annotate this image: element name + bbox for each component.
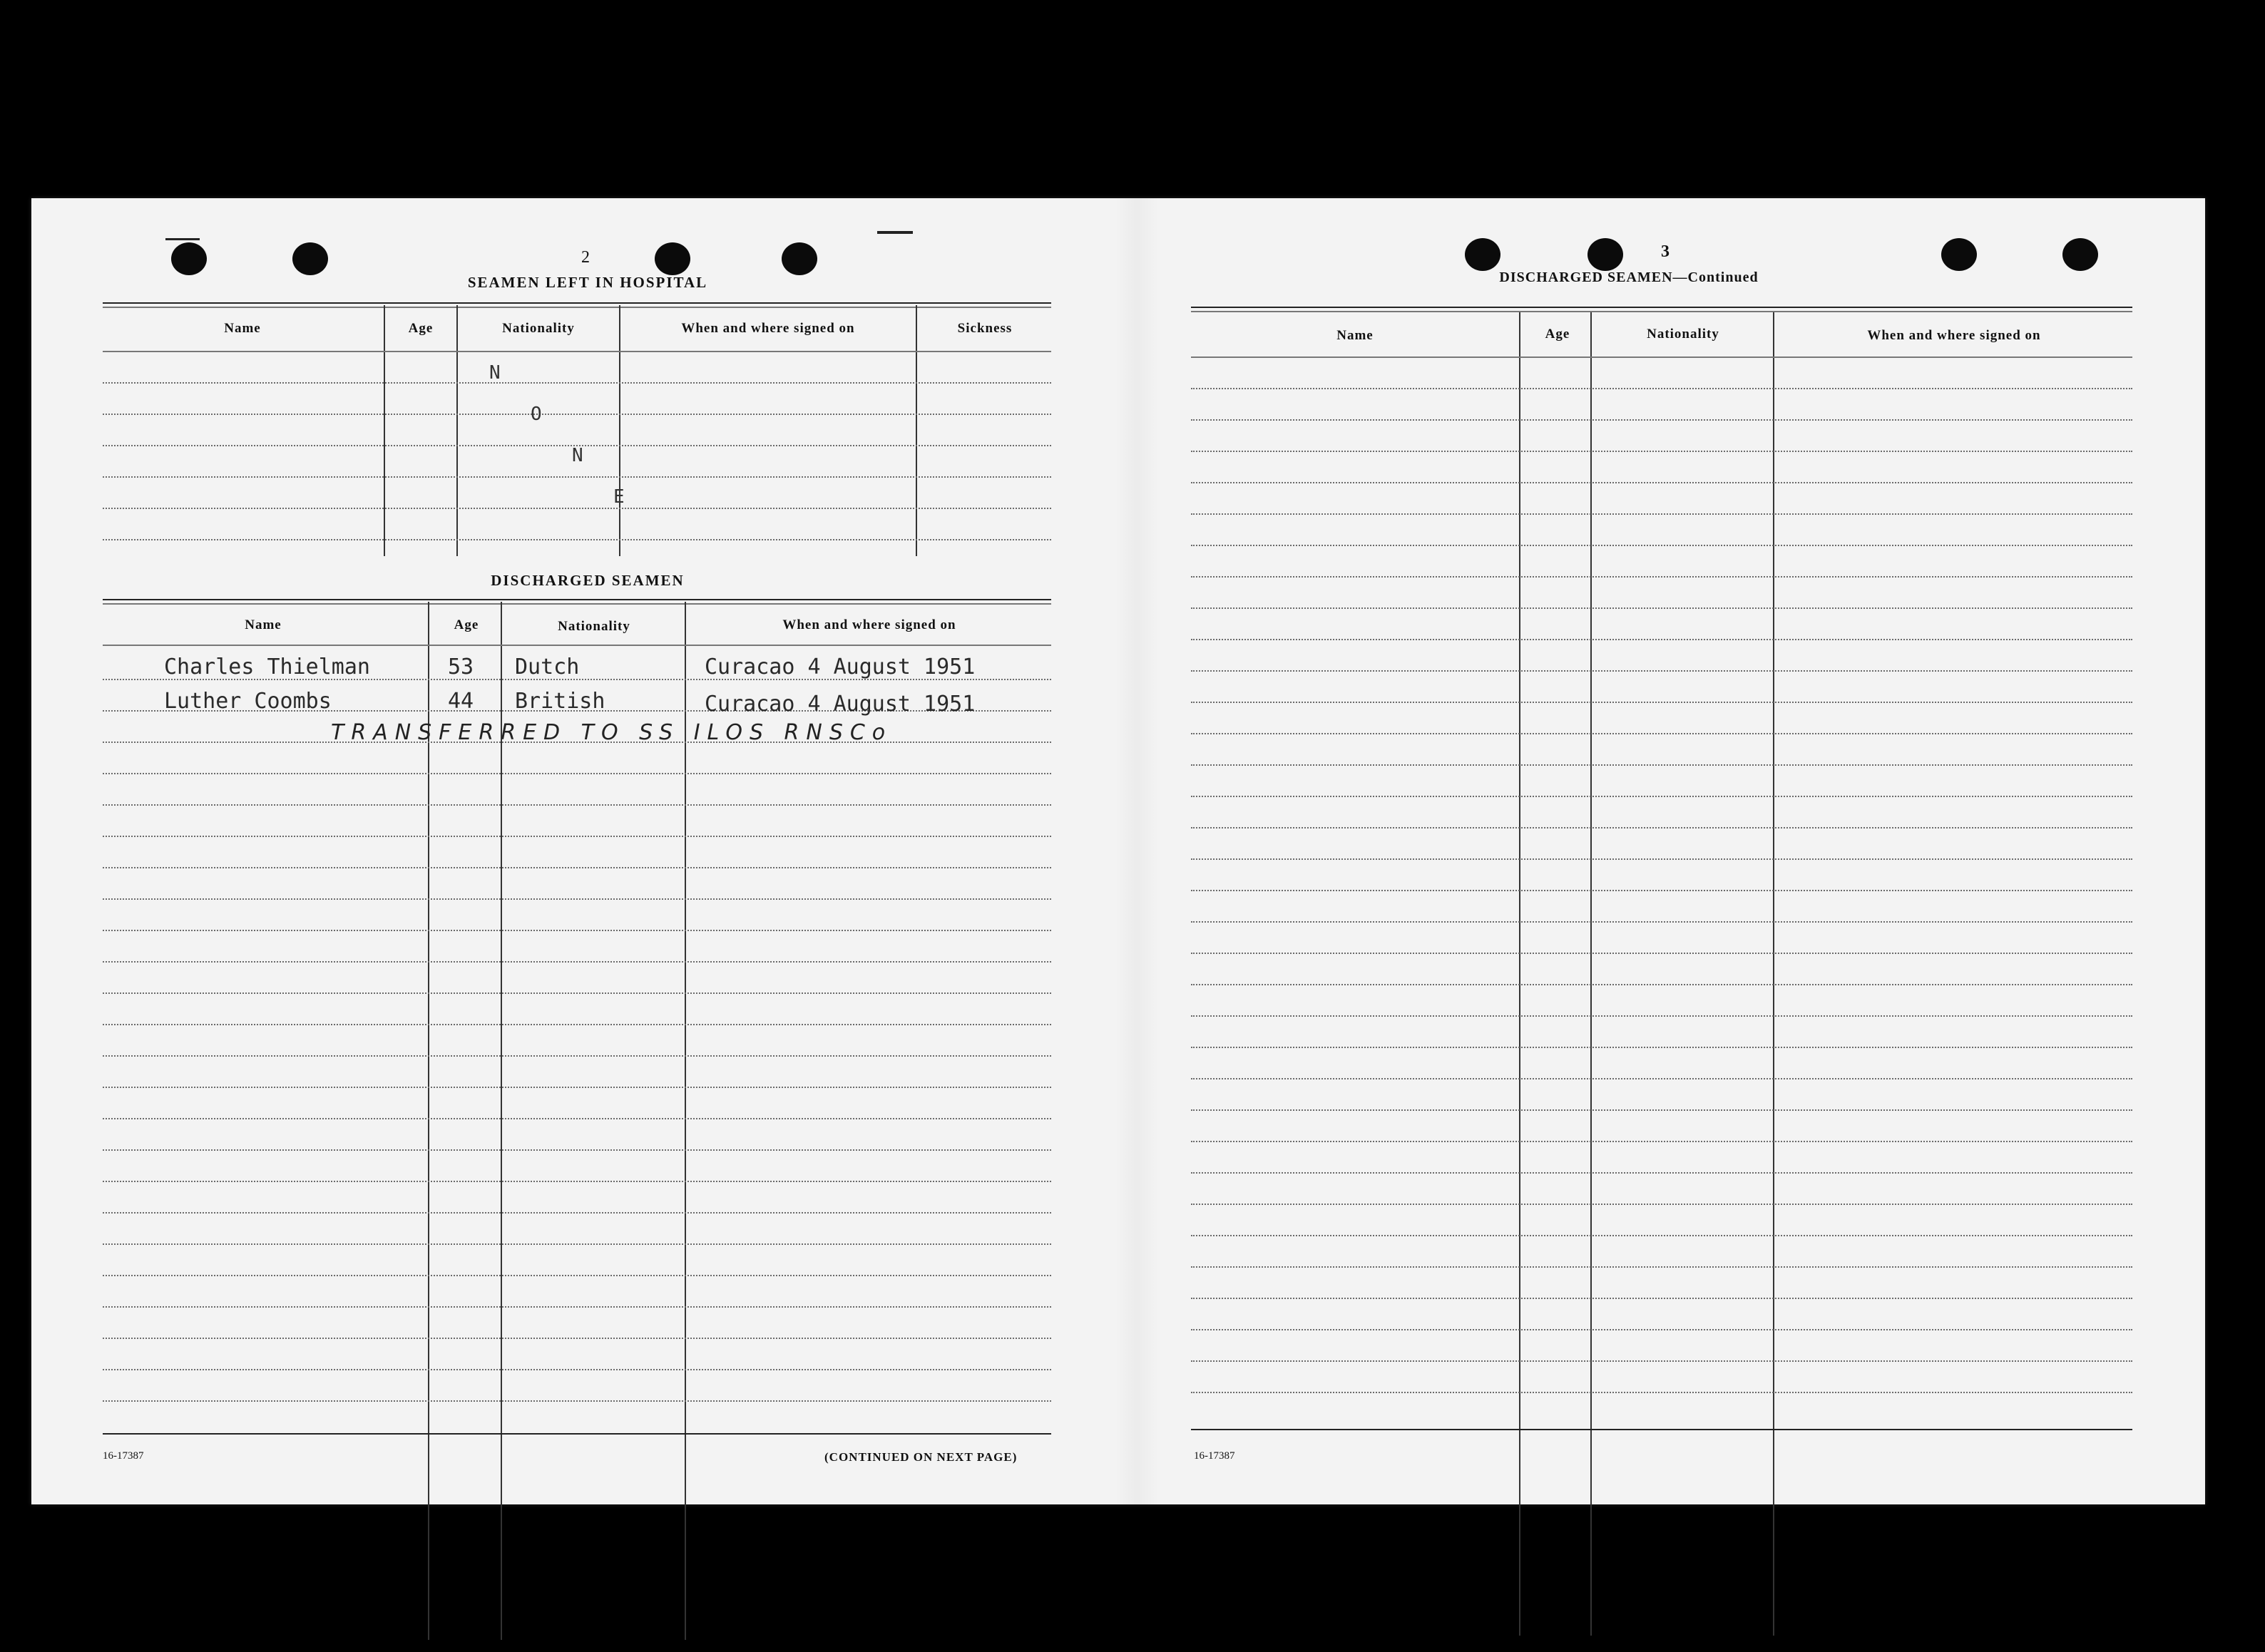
row-rule [103, 1181, 1051, 1182]
table-rule [103, 603, 1051, 605]
row-rule [1191, 1298, 2132, 1299]
table-rule [103, 302, 1051, 304]
transfer-annotation: TRANSFERRED TO SS ILOS RNSCo [331, 720, 893, 745]
seaman-nationality: British [515, 689, 605, 714]
column-divider [384, 305, 385, 556]
row-rule [1191, 1204, 2132, 1205]
row-rule [103, 1243, 1051, 1245]
row-rule [103, 961, 1051, 963]
column-divider [1519, 312, 1520, 1636]
table-bottom-rule [103, 1433, 1051, 1435]
none-letter: O [531, 404, 542, 425]
row-rule [1191, 1172, 2132, 1174]
row-rule [103, 992, 1051, 994]
row-rule [103, 1055, 1051, 1057]
row-rule [1191, 639, 2132, 640]
none-letter: N [572, 445, 583, 466]
row-rule [1191, 796, 2132, 797]
continued-note: (CONTINUED ON NEXT PAGE) [824, 1450, 1018, 1464]
row-rule [1191, 451, 2132, 452]
column-divider [619, 305, 620, 556]
row-rule [103, 773, 1051, 774]
row-rule [1191, 607, 2132, 609]
row-rule [103, 476, 1051, 478]
row-rule [1191, 576, 2132, 578]
form-number: 16-17387 [103, 1450, 144, 1462]
punch-hole [1587, 238, 1623, 271]
row-rule [1191, 1266, 2132, 1268]
column-header-age: Age [454, 617, 479, 632]
row-rule [1191, 1329, 2132, 1330]
table-rule [103, 599, 1051, 600]
hospital-section-title: SEAMEN LEFT IN HOSPITAL [467, 274, 708, 291]
row-rule [103, 930, 1051, 931]
punch-hole [1465, 238, 1500, 271]
ink-mark [877, 231, 913, 234]
column-header-age: Age [1545, 327, 1570, 342]
none-letter: E [613, 486, 625, 508]
column-header-name: Name [245, 617, 282, 632]
row-rule [103, 1306, 1051, 1308]
row-rule [1191, 1109, 2132, 1111]
row-rule [103, 351, 1051, 352]
seaman-nationality: Dutch [515, 655, 580, 679]
column-header-nationality: Nationality [502, 321, 575, 336]
row-rule [1191, 890, 2132, 891]
table-rule [1191, 311, 2132, 312]
punch-hole [2062, 238, 2098, 271]
table-rule [1191, 307, 2132, 308]
column-header-name: Name [224, 321, 261, 336]
row-rule [1191, 1141, 2132, 1142]
seaman-signed-on: Curacao 4 August 1951 [705, 655, 976, 679]
punch-hole [782, 242, 817, 275]
row-rule [1191, 356, 2132, 358]
form-number: 16-17387 [1194, 1450, 1235, 1462]
row-rule [1191, 1235, 2132, 1236]
row-rule [1191, 1360, 2132, 1362]
column-header-age: Age [408, 321, 434, 336]
discharged-continued-title: DISCHARGED SEAMEN—Continued [1499, 270, 1759, 285]
punch-hole [171, 242, 207, 275]
column-header-nationality: Nationality [1647, 327, 1719, 342]
column-divider [1773, 312, 1774, 1636]
column-divider [501, 602, 502, 1640]
column-header-signed-on: When and where signed on [681, 321, 855, 336]
column-divider [456, 305, 458, 556]
column-header-signed-on: When and where signed on [1867, 328, 2041, 343]
row-rule [1191, 953, 2132, 954]
row-rule [103, 1024, 1051, 1025]
row-rule [103, 1400, 1051, 1402]
column-divider [916, 305, 917, 556]
row-rule [1191, 1015, 2132, 1017]
row-rule [103, 414, 1051, 415]
row-rule [103, 804, 1051, 806]
row-rule [1191, 545, 2132, 546]
row-rule [1191, 670, 2132, 672]
row-rule [1191, 733, 2132, 734]
row-rule [1191, 702, 2132, 703]
row-rule [103, 1118, 1051, 1119]
page-number: 2 [581, 248, 591, 267]
column-header-signed-on: When and where signed on [782, 617, 956, 632]
row-rule [103, 382, 1051, 384]
punch-hole [655, 242, 690, 275]
row-rule [1191, 858, 2132, 860]
seaman-signed-on: Curacao 4 August 1951 [705, 692, 976, 717]
column-header-sickness: Sickness [957, 321, 1013, 336]
row-rule [103, 539, 1051, 540]
row-rule [1191, 1047, 2132, 1048]
row-rule [103, 1275, 1051, 1276]
column-divider [685, 602, 686, 1640]
seaman-name: Charles Thielman [164, 655, 370, 679]
row-rule [1191, 827, 2132, 828]
row-rule [1191, 388, 2132, 389]
form-sheet [31, 198, 2205, 1504]
row-rule [103, 1338, 1051, 1339]
row-rule [103, 1369, 1051, 1370]
table-rule [103, 307, 1051, 308]
column-divider [428, 602, 429, 1640]
row-rule [1191, 1392, 2132, 1393]
row-rule [1191, 764, 2132, 766]
punch-hole [292, 242, 328, 275]
row-rule [1191, 419, 2132, 421]
punch-hole [1941, 238, 1977, 271]
seaman-age: 44 [448, 689, 474, 714]
row-rule [1191, 921, 2132, 923]
row-rule [103, 836, 1051, 837]
ink-mark [165, 238, 200, 240]
page-number: 3 [1661, 242, 1671, 261]
discharged-section-title: DISCHARGED SEAMEN [491, 572, 685, 589]
row-rule [103, 867, 1051, 868]
row-rule [103, 898, 1051, 900]
column-header-nationality: Nationality [558, 619, 630, 634]
column-divider [1590, 312, 1592, 1636]
table-bottom-rule [1191, 1429, 2132, 1430]
row-rule [103, 645, 1051, 646]
row-rule [103, 1087, 1051, 1088]
column-header-name: Name [1336, 328, 1374, 343]
row-rule [1191, 984, 2132, 985]
row-rule [103, 1212, 1051, 1214]
none-letter: N [489, 362, 501, 384]
row-rule [1191, 482, 2132, 483]
page-fold [1115, 198, 1158, 1504]
row-rule [103, 508, 1051, 509]
seaman-age: 53 [448, 655, 474, 679]
seaman-name: Luther Coombs [164, 689, 332, 714]
row-rule [103, 1149, 1051, 1151]
row-rule [1191, 1078, 2132, 1079]
row-rule [1191, 513, 2132, 515]
